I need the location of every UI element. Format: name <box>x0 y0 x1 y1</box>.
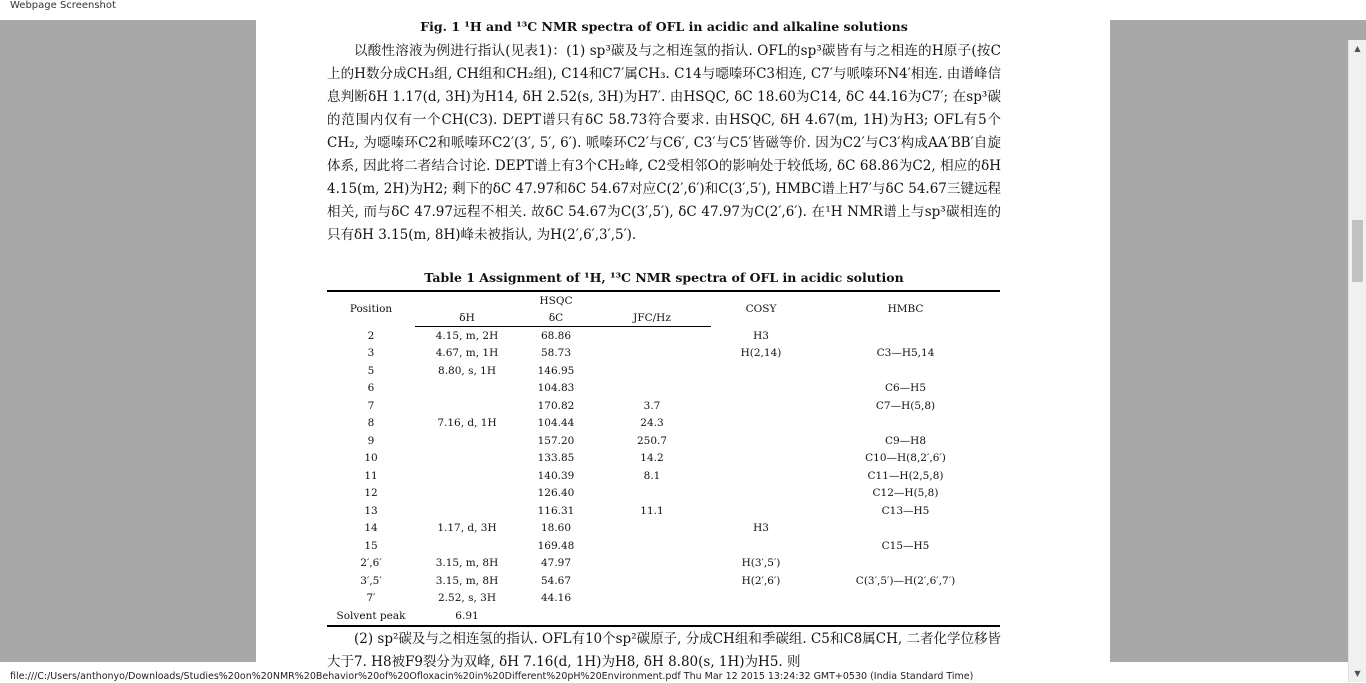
cell-dc: 18.60 <box>540 522 572 535</box>
cell-hmbc: C10—H(8,2′,6′) <box>865 452 946 465</box>
cell-dh <box>415 485 519 503</box>
cell-jfc <box>593 590 711 608</box>
cell-dh: 6.91 <box>415 607 519 626</box>
cell-cosy <box>711 397 811 415</box>
cell-dh <box>415 502 519 520</box>
table-row <box>327 397 1000 415</box>
cell-cosy <box>711 362 811 380</box>
cell-dh: 2.52, s, 3H <box>438 592 496 605</box>
cell-cosy <box>711 502 811 520</box>
cell-dc: 68.86 <box>540 329 572 342</box>
cell-jfc <box>593 327 711 345</box>
cell-jfc <box>593 345 711 363</box>
cell-dh: 3.15, m, 8H <box>435 574 499 587</box>
cell-dh <box>415 397 519 415</box>
cell-dh: 4.67, m, 1H <box>435 347 499 360</box>
cell-pos: 2′,6′ <box>360 557 382 570</box>
header-dh: δH <box>415 309 519 327</box>
cell-hmbc <box>811 555 1000 573</box>
cell-dh: 7.16, d, 1H <box>437 417 497 430</box>
cell-jfc: 14.2 <box>640 452 664 465</box>
cell-pos: 11 <box>364 469 378 482</box>
cell-jfc: 8.1 <box>643 469 661 482</box>
table-row <box>327 450 1000 468</box>
cell-hmbc <box>811 607 1000 626</box>
cell-pos: 13 <box>364 504 378 517</box>
body-paragraph <box>327 40 1001 247</box>
table-row <box>327 380 1000 398</box>
cell-pos: 12 <box>364 487 378 500</box>
scroll-thumb[interactable] <box>1352 220 1363 282</box>
cell-dh: 3.15, m, 8H <box>435 557 499 570</box>
cell-hmbc <box>811 327 1000 345</box>
cell-hmbc <box>811 362 1000 380</box>
table-row <box>327 467 1000 485</box>
cell-jfc <box>593 572 711 590</box>
table-row <box>327 607 1000 626</box>
paragraph-1: 以酸性溶液为例进行指认(见表1)：(1) sp³碳及与之相连氢的指认. OFL的sp³碳皆有与之相连的H原子(按C上的H数分成CH₃组, CH组和CH₂组), C14和C7′属CH₃. C14与噁嗪环C3相连, C7′与哌嗪环N4′相连. 由谱峰信息判断δH 1.17(d, 3H)为H14, δH 2.52(s, 3H)为H7′. 由HSQC, δC 18.60为C14, δC 44.16为C7′; 在sp³碳的范围内仅有一个CH(C3). DEPT谱只有δC 58.73符合要求. 由HSQC, δH 4.67(m, 1H)为H3; OFL有5个CH₂, 为噁嗪环C2和哌嗪环C2′(3′, 5′, 6′). 哌嗪环C2′与C6′, C3′与C5′皆磁等价. 因为C2′与C3′构成AA′BB′自旋体系, 因此将二者结合讨论. DEPT谱上有3个CH₂峰, C2受相邻O的影响处于较低场, δC 68.86为C2, 相应的δH 4.15(m, 2H)为H2; 剩下的δC 47.97和δC 54.67对应C(2′,6′)和C(3′,5′), HMBC谱上H7′与δC 54.67三键远程相关, 而与δC 47.97远程不相关. 故δC 54.67为C(3′,5′), δC 47.97为C(2′,6′). 在¹H NMR谱上与sp³碳相连的只有δH 3.15(m, 8H)峰未被指认, 为H(2′,6′,3′,5′). <box>327 43 1001 243</box>
header-cosy: COSY <box>711 291 811 327</box>
cell-jfc: 24.3 <box>640 417 664 430</box>
cell-hmbc: C12—H(5,8) <box>872 487 939 500</box>
table-row <box>327 415 1000 433</box>
cell-cosy <box>711 415 811 433</box>
cell-hmbc <box>811 520 1000 538</box>
table-row <box>327 362 1000 380</box>
cell-cosy: H(2,14) <box>740 347 782 360</box>
cell-cosy: H(2′,6′) <box>741 574 781 587</box>
cell-pos: 5 <box>367 364 375 377</box>
vertical-scrollbar[interactable] <box>1348 40 1366 682</box>
cell-pos: 2 <box>367 329 375 342</box>
cell-cosy: H(3′,5′) <box>741 557 781 570</box>
cell-dc: 157.20 <box>537 434 575 447</box>
cell-cosy <box>711 432 811 450</box>
paragraph-2: (2) sp²碳及与之相连氢的指认. OFL有10个sp²碳原子, 分成CH组和季碳组. C5和C8属CH, 二者化学位移皆大于7. H8被F9裂分为双峰, δH 7.16(d, 1H)为H8, δH 8.80(s, 1H)为H5. 则 <box>327 631 1001 670</box>
cell-dh <box>415 432 519 450</box>
cell-cosy <box>711 380 811 398</box>
cell-dh <box>415 450 519 468</box>
table-body <box>327 327 1000 626</box>
header-dc: δC <box>519 309 593 327</box>
cell-jfc <box>593 362 711 380</box>
header-hmbc: HMBC <box>811 291 1000 327</box>
cell-cosy <box>711 450 811 468</box>
cell-dc: 104.83 <box>537 382 575 395</box>
table-row <box>327 590 1000 608</box>
cell-cosy <box>711 590 811 608</box>
cell-hmbc: C11—H(2,5,8) <box>867 469 944 482</box>
cell-hmbc: C7—H(5,8) <box>875 399 936 412</box>
cell-hmbc: C13—H5 <box>881 504 930 517</box>
cell-jfc <box>593 520 711 538</box>
cell-pos: 7 <box>367 399 375 412</box>
cell-hmbc: C3—H5,14 <box>876 347 935 360</box>
cell-pos: 15 <box>364 539 378 552</box>
scroll-up-arrow-icon[interactable]: ▲ <box>1354 44 1361 53</box>
cell-cosy <box>711 485 811 503</box>
cell-dc: 133.85 <box>537 452 575 465</box>
cell-cosy <box>711 467 811 485</box>
cell-pos: 6 <box>367 382 375 395</box>
cell-dh: 8.80, s, 1H <box>438 364 496 377</box>
cell-jfc <box>593 380 711 398</box>
cell-dh <box>415 380 519 398</box>
cell-jfc: 3.7 <box>643 399 661 412</box>
cell-dc: 170.82 <box>537 399 575 412</box>
cell-cosy: H3 <box>753 522 769 535</box>
cell-pos: 8 <box>367 417 375 430</box>
cell-dh: 4.15, m, 2H <box>435 329 499 342</box>
cell-pos: 7′ <box>366 592 376 605</box>
cell-pos: 9 <box>367 434 375 447</box>
table-row <box>327 537 1000 555</box>
cell-dc: 146.95 <box>537 364 575 377</box>
cell-pos: 3 <box>367 347 375 360</box>
table-row <box>327 485 1000 503</box>
cell-hmbc: C9—H8 <box>884 434 927 447</box>
cell-pos: 14 <box>364 522 378 535</box>
cell-dc: 116.31 <box>537 504 575 517</box>
table-row <box>327 502 1000 520</box>
table-row <box>327 345 1000 363</box>
cell-dc: 126.40 <box>537 487 575 500</box>
pdf-page <box>256 19 1110 670</box>
cell-dc: 169.48 <box>537 539 575 552</box>
scroll-down-arrow-icon[interactable]: ▼ <box>1354 669 1361 678</box>
cell-dc: 104.44 <box>537 417 575 430</box>
table-row <box>327 327 1000 345</box>
window-title: Webpage Screenshot <box>10 0 116 11</box>
table-row <box>327 572 1000 590</box>
cell-pos: Solvent peak <box>327 607 415 626</box>
body-paragraph-2 <box>327 628 1001 674</box>
cell-jfc <box>593 485 711 503</box>
cell-cosy <box>711 537 811 555</box>
cell-dh <box>415 537 519 555</box>
header-hsqc: HSQC <box>519 291 593 309</box>
cell-jfc: 11.1 <box>640 504 664 517</box>
cell-dc: 54.67 <box>540 574 572 587</box>
figure-caption: Fig. 1 ¹H and ¹³C NMR spectra of OFL in acidic and alkaline solutions <box>420 19 908 34</box>
cell-cosy <box>711 607 811 626</box>
cell-hmbc: C(3′,5′)—H(2′,6′,7′) <box>855 574 956 587</box>
header-position: Position <box>327 291 415 327</box>
cell-pos: 10 <box>364 452 378 465</box>
cell-dc: 140.39 <box>537 469 575 482</box>
table-row <box>327 555 1000 573</box>
cell-jfc: 250.7 <box>636 434 668 447</box>
cell-hmbc <box>811 415 1000 433</box>
table-row <box>327 520 1000 538</box>
cell-jfc <box>593 607 711 626</box>
cell-dc: 58.73 <box>540 347 572 360</box>
footer-file-path: file:///C:/Users/anthonyo/Downloads/Studies%20on%20NMR%20Behavior%20of%20Ofloxacin%20in%20Different%20pH%20Environment.pdf Thu Mar 12 2015 13:24:32 GMT+0530 (India Standard Time) <box>10 671 974 682</box>
cell-jfc <box>593 555 711 573</box>
cell-cosy: H3 <box>753 329 769 342</box>
cell-hmbc: C6—H5 <box>884 382 927 395</box>
cell-pos: 3′,5′ <box>360 574 382 587</box>
cell-hmbc <box>811 590 1000 608</box>
table-row <box>327 432 1000 450</box>
header-jfc: JFC/Hz <box>593 309 711 327</box>
cell-dh: 1.17, d, 3H <box>437 522 497 535</box>
cell-dh <box>415 467 519 485</box>
table-title: Table 1 Assignment of ¹H, ¹³C NMR spectra of OFL in acidic solution <box>424 270 904 285</box>
cell-dc <box>519 607 593 626</box>
nmr-assignment-table <box>327 290 1000 627</box>
cell-jfc <box>593 537 711 555</box>
cell-dc: 47.97 <box>540 557 572 570</box>
cell-hmbc: C15—H5 <box>881 539 930 552</box>
cell-dc: 44.16 <box>540 592 572 605</box>
